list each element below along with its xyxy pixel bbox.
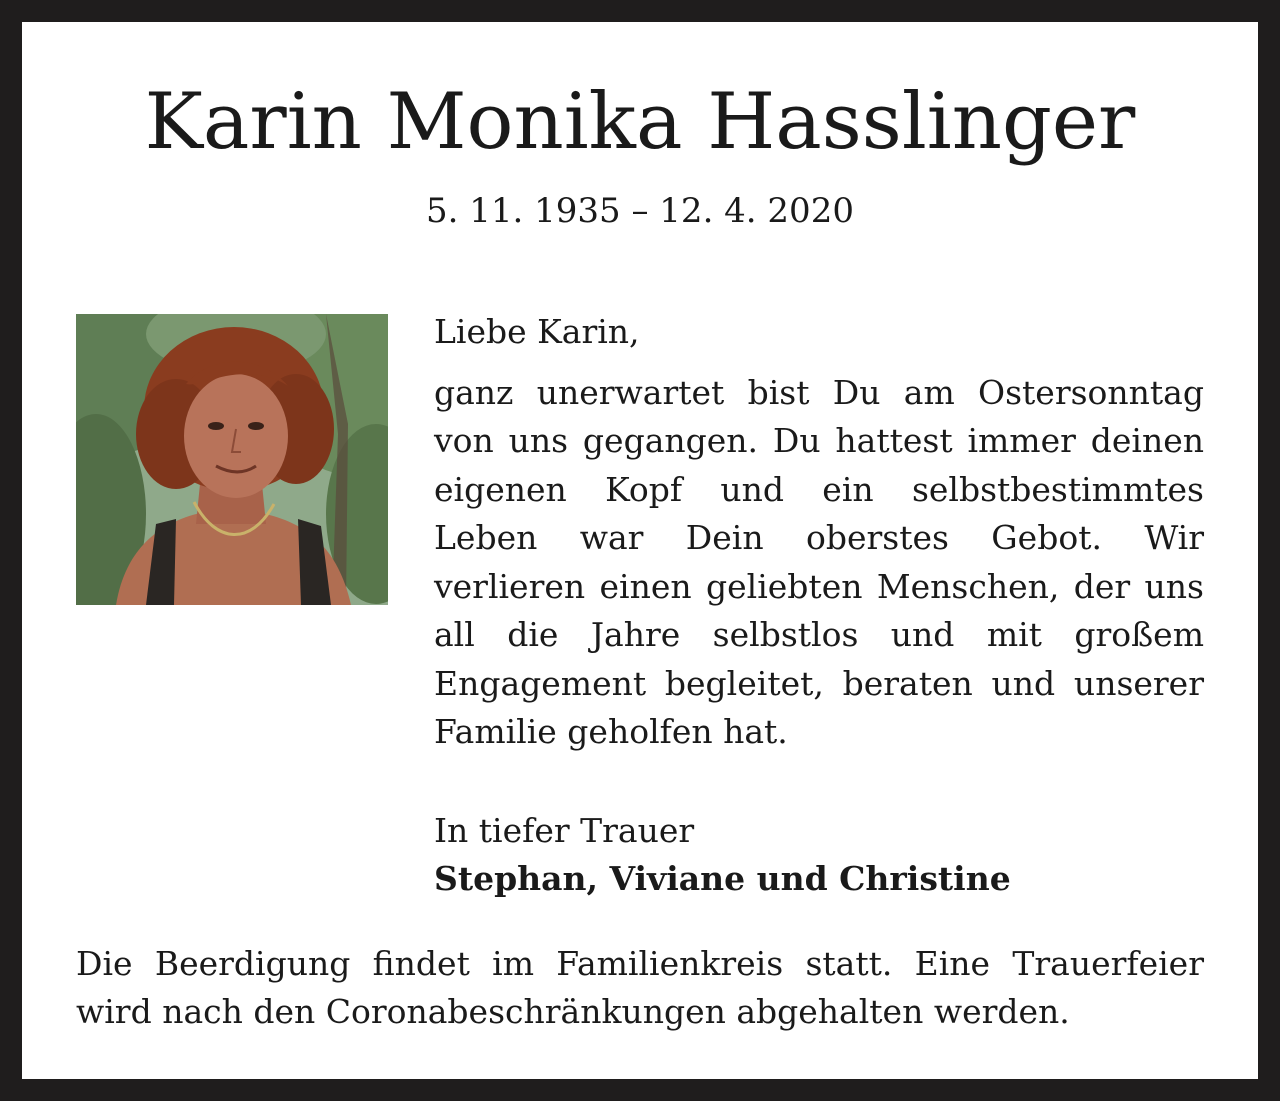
message-text: ganz unerwartet bist Du am Ostersonntag von uns gegangen. Du hattest immer deinen eigenen Kopf und ein selbstbestimmtes Leben war Dein oberstes Gebot. Wir verlieren einen geliebten Menschen, der uns all die Jahre selbstlos und mit großem Engagement begleitet, beraten und unserer Familie geholfen hat. — [434, 372, 1204, 751]
obituary-card — [22, 22, 1258, 1079]
funeral-note: Die Beerdigung findet im Familienkreis statt. Eine Trauerfeier wird nach den Coronabeschränkungen abgehalten werden. — [76, 944, 1204, 1031]
mourning-line: In tiefer Trauer — [434, 810, 695, 850]
salutation: Liebe Karin, — [434, 312, 640, 351]
message-block — [434, 308, 1204, 904]
deceased-name: Karin Monika Hasslinger — [144, 77, 1136, 167]
portrait-photo — [76, 314, 388, 605]
life-dates: 5. 11. 1935 – 12. 4. 2020 — [426, 191, 854, 231]
signers: Stephan, Viviane und Christine — [434, 859, 1011, 898]
